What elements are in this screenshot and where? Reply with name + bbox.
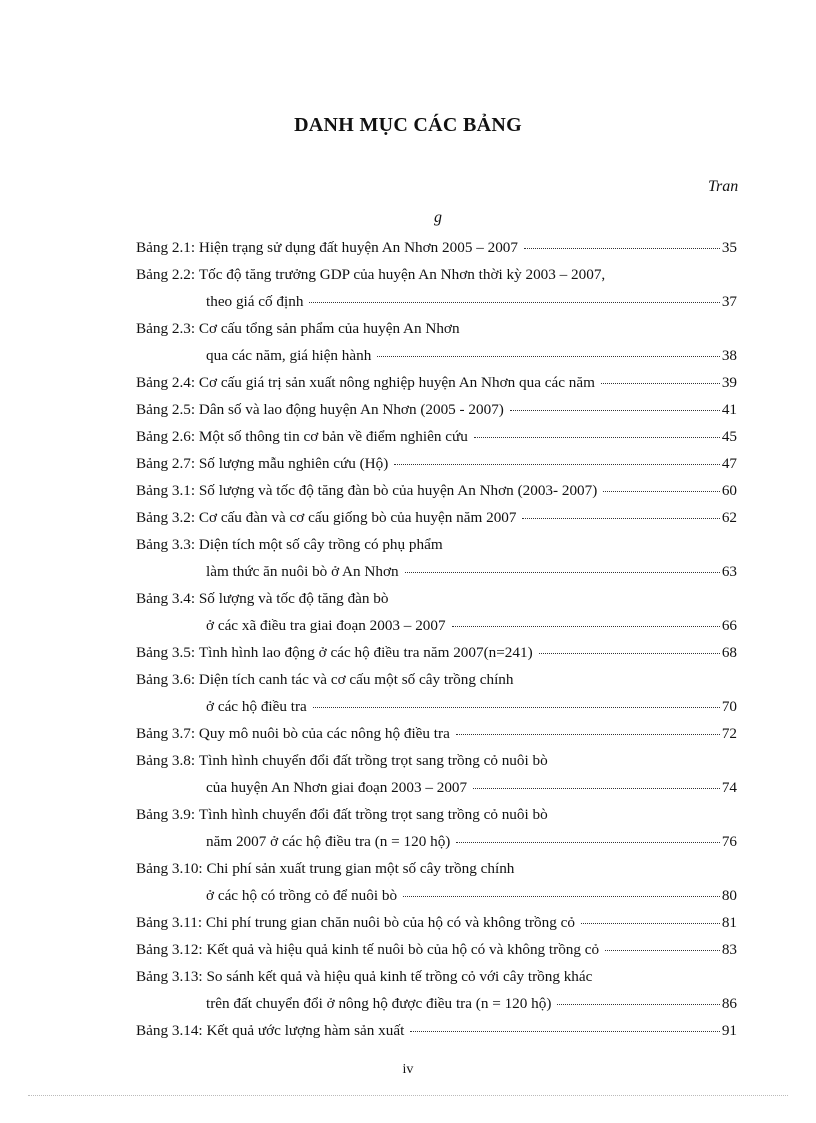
toc-entry-title: Cơ cấu giá trị sản xuất nông nghiệp huyện An Nhơn qua các năm: [198, 374, 595, 391]
dot-leader: [557, 1004, 719, 1005]
toc-entry-label: Bảng 3.12:: [136, 941, 203, 958]
toc-entry-label: Bảng 3.9:: [136, 806, 196, 823]
toc-entry-line: [136, 369, 737, 396]
toc-entry-line: [136, 639, 737, 666]
toc-entry-page: 45: [721, 428, 737, 445]
toc-entry-page: 38: [721, 347, 737, 364]
toc-entry-label: Bảng 2.7:: [136, 455, 196, 472]
toc-entry-page: 81: [721, 914, 737, 931]
toc-entry-page: 86: [721, 995, 737, 1012]
dot-leader: [405, 572, 720, 573]
toc-entry-label: Bảng 3.14:: [136, 1022, 203, 1039]
toc-entry-title: của huyện An Nhơn giai đoạn 2003 – 2007: [206, 779, 468, 796]
toc-entry-line: [136, 828, 737, 855]
page-number: iv: [402, 1062, 414, 1077]
toc-entry-page: 70: [721, 698, 737, 715]
toc-entry: [136, 801, 737, 855]
toc-entry-page: 39: [721, 374, 737, 391]
toc-entry-title: Tình hình chuyển đổi đất trồng trọt sang trồng cỏ nuôi bò: [198, 806, 548, 823]
dot-leader: [522, 518, 719, 519]
dot-leader: [473, 788, 720, 789]
toc-entry-line: [136, 261, 737, 288]
toc-entry: [136, 531, 737, 585]
toc-entry-page: 63: [721, 563, 737, 580]
toc-entry-label: Bảng 2.6:: [136, 428, 196, 445]
dot-leader: [452, 626, 720, 627]
toc-entry-line: [136, 423, 737, 450]
toc-entry-line: [136, 1017, 737, 1044]
toc-entry-title: trên đất chuyển đổi ở nông hộ được điều tra (n = 120 hộ): [206, 995, 552, 1012]
toc-entry-line: [136, 963, 737, 990]
toc-entry-title: làm thức ăn nuôi bò ở An Nhơn: [206, 563, 399, 580]
dot-leader: [410, 1031, 720, 1032]
toc-entry-title: Cơ cấu đàn và cơ cấu giống bò của huyện năm 2007: [198, 509, 517, 526]
toc-entry-page: 68: [721, 644, 737, 661]
toc-entry-line: [136, 909, 737, 936]
toc-entry-title: Một số thông tin cơ bản về điểm nghiên cứu: [198, 428, 468, 445]
toc-entry-title: Chi phí sản xuất trung gian một số cây trồng chính: [206, 860, 515, 877]
toc-entry-title: Cơ cấu tổng sản phẩm của huyện An Nhơn: [198, 320, 460, 337]
toc-entry-page: 80: [721, 887, 737, 904]
toc-entry-line: [136, 396, 737, 423]
dot-leader: [605, 950, 720, 951]
toc-entry-page: 72: [721, 725, 737, 742]
toc-entry-title: Số lượng và tốc độ tăng đàn bò của huyện An Nhơn (2003- 2007): [198, 482, 598, 499]
toc-entry-line: [136, 342, 737, 369]
toc-entry-label: Bảng 3.3:: [136, 536, 196, 553]
toc-entry-line: [136, 531, 737, 558]
toc-entry-title: ở các hộ có trồng cỏ để nuôi bò: [206, 887, 398, 904]
toc-entry-line: [136, 936, 737, 963]
toc-entry-title: năm 2007 ở các hộ điều tra (n = 120 hộ): [206, 833, 451, 850]
toc-entry-page: 66: [721, 617, 737, 634]
toc-entry-page: 47: [721, 455, 737, 472]
dot-leader: [601, 383, 720, 384]
toc-entry-title: Kết quả ước lượng hàm sản xuất: [206, 1022, 405, 1039]
toc-entry-line: [136, 801, 737, 828]
toc-entry-title: theo giá cố định: [206, 293, 304, 310]
toc-entry-title: Số lượng và tốc độ tăng đàn bò: [198, 590, 389, 607]
toc-entry: [136, 369, 737, 396]
toc-entry: [136, 909, 737, 936]
page-column-header: Tran: [708, 178, 739, 195]
toc-entry-title: Diện tích canh tác và cơ cấu một số cây trồng chính: [198, 671, 514, 688]
toc-entry: [136, 666, 737, 720]
toc-entry-line: [136, 585, 737, 612]
dot-leader: [456, 734, 720, 735]
toc-entry-page: 76: [721, 833, 737, 850]
toc-entry-line: [136, 855, 737, 882]
toc-entry-label: Bảng 3.5:: [136, 644, 196, 661]
dot-leader: [474, 437, 720, 438]
toc-entry: [136, 477, 737, 504]
toc-entry-line: [136, 450, 737, 477]
toc-entry-label: Bảng 3.6:: [136, 671, 196, 688]
toc-entry-page: 74: [721, 779, 737, 796]
toc-entry: [136, 963, 737, 1017]
toc-entry: [136, 423, 737, 450]
page-column-header-wrap: g: [434, 209, 442, 226]
page-bottom-divider: [28, 1095, 788, 1096]
toc-entry-line: [136, 612, 737, 639]
toc-entry-title: Diện tích một số cây trồng có phụ phẩm: [198, 536, 443, 553]
dot-leader: [377, 356, 720, 357]
toc-entry-title: Dân số và lao động huyện An Nhơn (2005 - 2007): [198, 401, 504, 418]
toc-entry-label: Bảng 3.1:: [136, 482, 196, 499]
toc-entry-label: Bảng 2.3:: [136, 320, 196, 337]
dot-leader: [524, 248, 720, 249]
toc-entry-label: Bảng 3.4:: [136, 590, 196, 607]
toc-entry-line: [136, 558, 737, 585]
toc-entry-title: So sánh kết quả và hiệu quả kinh tế trồng cỏ với cây trồng khác: [206, 968, 593, 985]
dot-leader: [403, 896, 720, 897]
toc-entry-label: Bảng 3.2:: [136, 509, 196, 526]
dot-leader: [309, 302, 719, 303]
toc-entry-line: [136, 747, 737, 774]
toc-entry-line: [136, 315, 737, 342]
toc-entry: [136, 639, 737, 666]
toc-entry: [136, 585, 737, 639]
toc-entry-page: 60: [721, 482, 737, 499]
dot-leader: [394, 464, 720, 465]
toc-entry-page: 41: [721, 401, 737, 418]
toc-entry: [136, 261, 737, 315]
toc-entry-title: Tình hình lao động ở các hộ điều tra năm 2007(n=241): [198, 644, 533, 661]
toc-entry-line: [136, 882, 737, 909]
toc-entry-label: Bảng 3.13:: [136, 968, 203, 985]
toc-entry-line: [136, 234, 737, 261]
toc-entry-title: ở các hộ điều tra: [206, 698, 307, 715]
toc-entry: [136, 396, 737, 423]
toc-entry-page: 35: [721, 239, 737, 256]
dot-leader: [510, 410, 720, 411]
toc-entry: [136, 855, 737, 909]
toc-entry-label: Bảng 2.5:: [136, 401, 196, 418]
toc-entry: [136, 720, 737, 747]
toc-entry-title: Kết quả và hiệu quả kinh tế nuôi bò của hộ có và không trồng cỏ: [206, 941, 600, 958]
dot-leader: [313, 707, 720, 708]
toc-entry-label: Bảng 2.4:: [136, 374, 196, 391]
toc-entry-title: Chi phí trung gian chăn nuôi bò của hộ có và không trồng cỏ: [205, 914, 575, 931]
toc-entry-page: 83: [721, 941, 737, 958]
toc-entry-title: Hiện trạng sử dụng đất huyện An Nhơn 2005 – 2007: [198, 239, 518, 256]
toc-entry-label: Bảng 3.7:: [136, 725, 196, 742]
toc-entry-line: [136, 504, 737, 531]
toc-entry-page: 37: [721, 293, 737, 310]
toc-entry-title: Tình hình chuyển đổi đất trồng trọt sang trồng cỏ nuôi bò: [198, 752, 548, 769]
page-title: DANH MỤC CÁC BẢNG: [294, 114, 522, 136]
toc-entry-line: [136, 720, 737, 747]
dot-leader: [581, 923, 720, 924]
toc-entry-title: Tốc độ tăng trưởng GDP của huyện An Nhơn thời kỳ 2003 – 2007,: [198, 266, 606, 283]
toc-entry-line: [136, 693, 737, 720]
toc-entry-label: Bảng 3.10:: [136, 860, 203, 877]
toc-entry-page: 91: [721, 1022, 737, 1039]
toc-entry-line: [136, 666, 737, 693]
toc-entry: [136, 315, 737, 369]
toc-entry-label: Bảng 3.8:: [136, 752, 196, 769]
toc-entry-title: Quy mô nuôi bò của các nông hộ điều tra: [198, 725, 450, 742]
toc-entry: [136, 234, 737, 261]
toc-entry-line: [136, 477, 737, 504]
toc-entry-line: [136, 990, 737, 1017]
toc-entry-title: ở các xã điều tra giai đoạn 2003 – 2007: [206, 617, 446, 634]
dot-leader: [603, 491, 720, 492]
toc-entry-title: qua các năm, giá hiện hành: [206, 347, 372, 364]
toc-entry-label: Bảng 2.1:: [136, 239, 196, 256]
toc-entry-label: Bảng 2.2:: [136, 266, 196, 283]
dot-leader: [456, 842, 719, 843]
toc-entry: [136, 1017, 737, 1044]
toc-entry: [136, 504, 737, 531]
toc-entry-label: Bảng 3.11:: [136, 914, 203, 931]
toc-entry: [136, 450, 737, 477]
table-list: [136, 234, 737, 1044]
toc-entry-line: [136, 288, 737, 315]
toc-entry: [136, 936, 737, 963]
dot-leader: [539, 653, 720, 654]
toc-entry-line: [136, 774, 737, 801]
toc-entry-title: Số lượng mẫu nghiên cứu (Hộ): [198, 455, 389, 472]
toc-entry-page: 62: [721, 509, 737, 526]
toc-entry: [136, 747, 737, 801]
